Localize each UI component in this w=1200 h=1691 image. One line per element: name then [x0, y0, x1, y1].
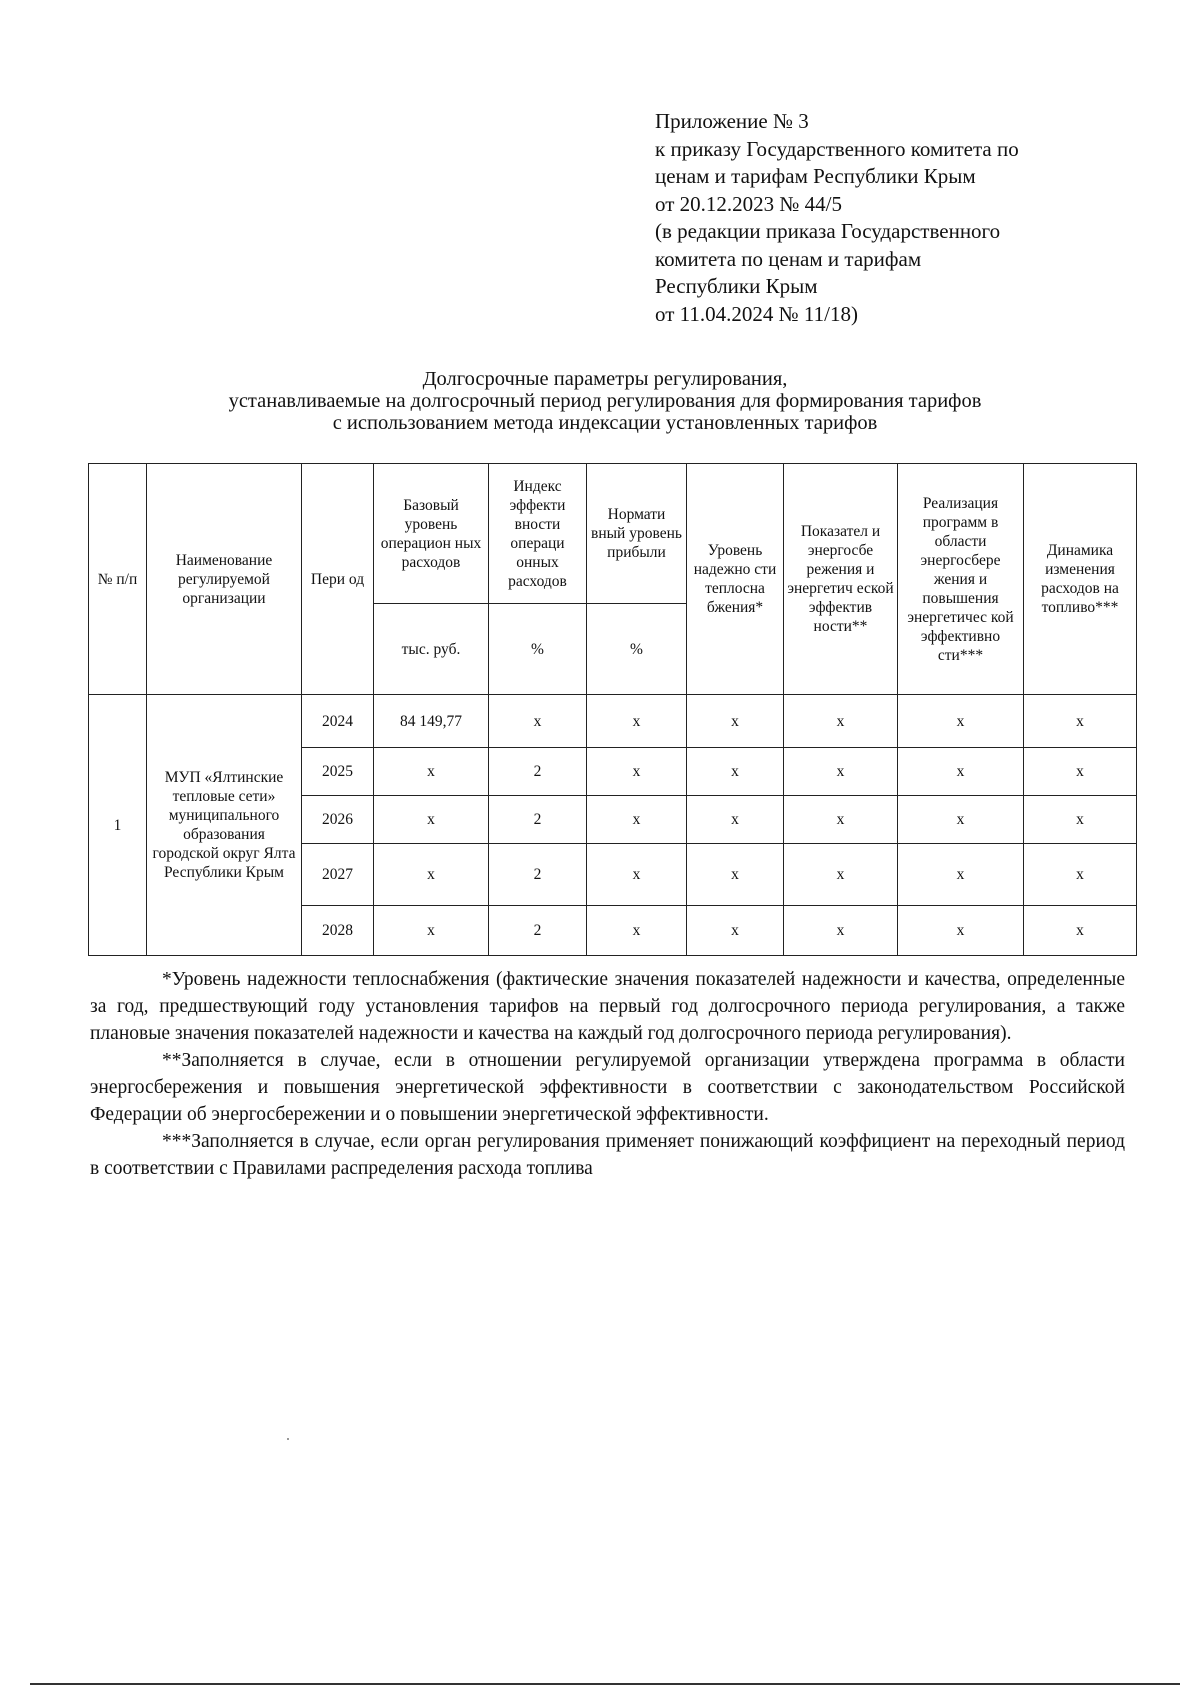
cell-energy: х — [784, 906, 898, 956]
unit-index: % — [489, 604, 587, 695]
organization-name: МУП «Ялтинские тепловые сети» муниципального образования городской округ Ялта Республики Крым — [147, 695, 302, 956]
cell-fuel: х — [1024, 796, 1137, 844]
header-norm: Нормати вный уровень прибыли — [587, 464, 687, 604]
cell-energy: х — [784, 695, 898, 748]
cell-index: 2 — [489, 844, 587, 906]
appendix-line: Республики Крым — [655, 274, 818, 298]
cell-program: х — [898, 796, 1024, 844]
cell-reliability: х — [687, 695, 784, 748]
footnote-energy-program: **Заполняется в случае, если в отношении регулируемой организации утверждена программа в области энергосбережения и повышения энергетической эффективности в соответствии с законодательством Российской Федерации об энергосбережении и о повышении энергетической эффективности. — [90, 1050, 1125, 1125]
cell-base: х — [374, 906, 489, 956]
header-energy: Показател и энергосбе режения и энергетич еской эффектив ности** — [784, 464, 898, 695]
unit-norm: % — [587, 604, 687, 695]
cell-norm: х — [587, 796, 687, 844]
cell-year: 2024 — [302, 695, 374, 748]
cell-index: х — [489, 695, 587, 748]
cell-fuel: х — [1024, 695, 1137, 748]
footnote-reliability: *Уровень надежности теплоснабжения (фактические значения показателей надежности и качества, определенные за год, предшествующий году установления тарифов на первый год долгосрочного периода регулирования, а также плановые значения показателей надежности и качества на каждый год долгосрочного периода регулирования). — [90, 969, 1125, 1044]
appendix-line: от 11.04.2024 № 11/18) — [655, 301, 858, 326]
cell-index: 2 — [489, 748, 587, 796]
appendix-line: ценам и тарифам Республики Крым — [655, 164, 976, 188]
cell-energy: х — [784, 748, 898, 796]
cell-base: х — [374, 844, 489, 906]
header-index: Индекс эффекти вности операци онных расходов — [489, 464, 587, 604]
appendix-line: от 20.12.2023 № 44/5 — [655, 191, 843, 216]
footnotes — [90, 966, 1125, 1182]
header-num: № п/п — [89, 464, 147, 695]
appendix-line: Приложение № 3 — [655, 109, 809, 133]
cell-fuel: х — [1024, 748, 1137, 796]
header-period: Пери од — [302, 464, 374, 695]
cell-year: 2026 — [302, 796, 374, 844]
parameters-table — [88, 463, 1137, 956]
scan-speck — [287, 1438, 289, 1440]
cell-program: х — [898, 695, 1024, 748]
cell-year: 2027 — [302, 844, 374, 906]
header-base: Базовый уровень операцион ных расходов — [374, 464, 489, 604]
header-fuel: Динамика изменения расходов на топливо*** — [1024, 464, 1137, 695]
header-program: Реализация программ в области энергосбере жения и повышения энергетичес кой эффективно сти*** — [898, 464, 1024, 695]
title-line: устанавливаемые на долгосрочный период регулирования для формирования тарифов — [228, 390, 982, 412]
cell-reliability: х — [687, 748, 784, 796]
cell-reliability: х — [687, 906, 784, 956]
table-row — [89, 695, 1137, 748]
cell-program: х — [898, 906, 1024, 956]
cell-fuel: х — [1024, 844, 1137, 906]
title-line: Долгосрочные параметры регулирования, — [422, 368, 788, 390]
appendix-line: комитета по ценам и тарифам — [655, 246, 922, 271]
cell-year: 2028 — [302, 906, 374, 956]
header-reliability: Уровень надежно сти теплосна бжения* — [687, 464, 784, 695]
cell-energy: х — [784, 844, 898, 906]
cell-index: 2 — [489, 906, 587, 956]
appendix-line: к приказу Государственного комитета по — [655, 136, 1019, 161]
cell-reliability: х — [687, 844, 784, 906]
cell-norm: х — [587, 844, 687, 906]
page-bottom-rule — [30, 1683, 1180, 1685]
appendix-header — [655, 108, 1125, 328]
cell-fuel: х — [1024, 906, 1137, 956]
cell-reliability: х — [687, 796, 784, 844]
header-org: Наименование регулируемой организации — [147, 464, 302, 695]
cell-norm: х — [587, 695, 687, 748]
cell-energy: х — [784, 796, 898, 844]
document-title — [90, 368, 1120, 434]
cell-base: 84 149,77 — [374, 695, 489, 748]
cell-base: х — [374, 796, 489, 844]
table-header-row — [89, 464, 1137, 604]
cell-year: 2025 — [302, 748, 374, 796]
cell-program: х — [898, 748, 1024, 796]
title-line: с использованием метода индексации установленных тарифов — [332, 412, 878, 434]
footnote-fuel: ***Заполняется в случае, если орган регулирования применяет понижающий коэффициент на переходный период в соответствии с Правилами распределения расхода топлива — [90, 1131, 1125, 1179]
row-number: 1 — [89, 695, 147, 956]
unit-base: тыс. руб. — [374, 604, 489, 695]
cell-index: 2 — [489, 796, 587, 844]
cell-base: х — [374, 748, 489, 796]
cell-program: х — [898, 844, 1024, 906]
cell-norm: х — [587, 906, 687, 956]
cell-norm: х — [587, 748, 687, 796]
appendix-line: (в редакции приказа Государственного — [655, 219, 1001, 243]
